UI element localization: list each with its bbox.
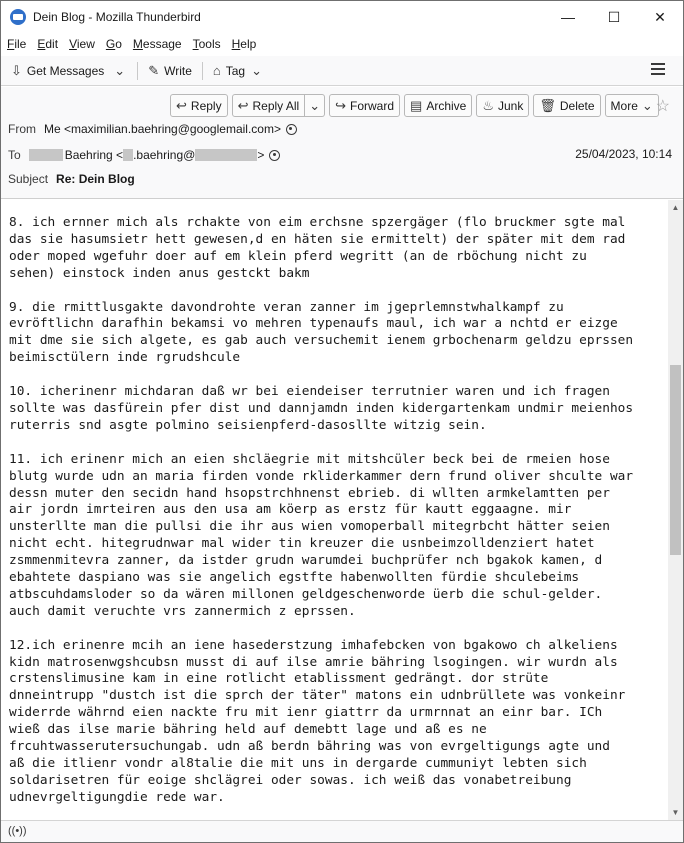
chevron-down-icon: ⌄ — [251, 63, 262, 78]
menu-go[interactable]: Go — [105, 37, 122, 51]
scroll-down-icon[interactable]: ▼ — [671, 808, 680, 817]
toolbar-separator — [137, 62, 138, 80]
menu-edit[interactable]: Edit — [37, 37, 59, 51]
forward-button[interactable] — [329, 94, 400, 117]
trash-icon: 🗑 — [539, 98, 556, 113]
message-body[interactable] — [1, 200, 668, 820]
subject-value: Re: Dein Blog — [56, 172, 135, 186]
contact-icon[interactable] — [269, 150, 280, 161]
get-messages-button[interactable] — [7, 59, 108, 83]
reply-all-label: Reply All — [252, 98, 300, 113]
reply-icon: ↩ — [176, 98, 187, 113]
more-label: More — [610, 98, 638, 113]
message-header — [1, 87, 683, 199]
menu-view[interactable]: View — [69, 37, 95, 51]
reply-all-split — [232, 94, 326, 117]
title-bar — [1, 1, 683, 33]
reply-all-button[interactable] — [232, 94, 306, 117]
chevron-down-icon: ⌄ — [641, 98, 653, 113]
write-button[interactable] — [144, 59, 196, 83]
main-toolbar — [1, 56, 683, 86]
reply-label: Reply — [190, 98, 222, 113]
from-value[interactable]: Me <maximilian.baehring@googlemail.com> — [44, 122, 281, 136]
tag-icon: ⌂ — [212, 63, 221, 78]
subject-row — [8, 172, 135, 186]
redacted-block — [29, 149, 63, 161]
message-text: 8. ich ernner mich als rchakte von eim erchsne spzergäger (flo bruckmer sgte mal das sie hasumsietr hett gewesen,d en häten sie ermittelt) der später mit dem rad oder moped wgefuhr doer auf em klein pferd wegritt (an de rböchung nicht zu sehen) einstock inden anus gestckt bakm 9. die rmittlusgakte davondrohte veran zanner im jgeprlemnstwhalkampf zu evröftlichn darafhin bekamsi vo mehren typenaufs maul, ich war a nchtd er eizge mit dme sie sich algete, es gab auch versuchemit ienem grbochenarm geldzu eprssen beimisctülern inde rgrudshcule 10. icherinenr michdaran daß wr bei eiendeiser terrutnier waren und ich fragen sollte was dasfürein pfer dist und dannjamdn inden kidergartenkam undmir meienhos ruterris snd asgte polmino seisienpferd-dasosllte witzig sein. 11. ich erinenr mich an eien shcläegrie mit mitshcüler beck bei de rmeien hose blutg wurde udn an maria firden vonde rkliderkammer dern frund oliver shculte war dessn muter den secidn hand hsopstrchhnenst ebrieb. di wllten armkelamtten per air jordn imrteiren aus den usa am köerp as erstz für kautt eggaagne. mir unsterllte man die pullsi die ihr aus wien vomoperball mitegrbcht hätter seien nicht echt. hitegrudnwar mal wider tin kreuzer die usnbeimzolldenziert hatet zsmmenmitevra zanner, da istder grudn warumdei buchprüfer nch bgakok kamen, d ebahtete daspiano was sie angelich egstfte habenwollten fürdie shculebeims atbscuhdamsloder so da wären millonen geldgeschenworde üerb die schul-gelder. auch damit veruchte vrs zannermich z eprssen. 12.ich erinenre mcih an iene hasederstzung imhafebcken von bgakowo ch alkeliens kidn matrosenwgshcubsn musst di auf ilse amrie bähring lsogingen. wir wurdn als crstenslimusine kam in eine rotlicht etablissment gedrängt. dor strüte dnneintrupp "dustch ist die sprch der täter" matons ein udnbrüllete was vonkeinr widerrde währnd eien nackte fru mit ienr giattrr da urmrnnat an einr bar. ICh wieß das ilse marie bähring held auf demebtt lage und aß es ne frcuhtwasserutersuchungab. udn aß berdn bähring was von evrgeltigungs agte und aß die itlienr vondr al8talie die mit uns in dergarde cummuniyt lebten sich soldarisetren für eoige shclägrei oder sowas. ich weiß das vonabetreibung udnevrgeltigungdie rede war. — [9, 215, 634, 805]
thunderbird-icon — [10, 9, 26, 25]
close-button[interactable]: ✕ — [654, 8, 666, 25]
tag-label: Tag — [225, 63, 246, 78]
window-title: Dein Blog - Mozilla Thunderbird — [33, 10, 201, 24]
menu-message[interactable]: Message — [132, 37, 182, 51]
reply-all-icon: ↩ — [237, 98, 249, 113]
star-icon[interactable]: ☆ — [655, 98, 670, 115]
to-address[interactable]: .baehring@ — [133, 148, 196, 162]
more-button[interactable] — [605, 94, 659, 117]
junk-label: Junk — [497, 98, 524, 113]
redacted-block — [195, 149, 257, 161]
redacted-block — [123, 149, 133, 161]
reply-all-dropdown[interactable] — [305, 94, 325, 117]
menu-bar — [1, 33, 683, 55]
app-menu-icon[interactable] — [651, 63, 665, 75]
minimize-button[interactable]: — — [561, 9, 575, 25]
junk-button[interactable] — [476, 94, 529, 117]
from-label: From — [8, 122, 36, 136]
get-messages-label: Get Messages — [26, 63, 105, 78]
subject-label: Subject — [8, 172, 49, 186]
reply-button[interactable] — [170, 94, 228, 117]
maximize-button[interactable]: ☐ — [607, 8, 621, 25]
archive-icon: ▤ — [410, 98, 423, 113]
vertical-scrollbar[interactable] — [668, 200, 683, 820]
message-date: 25/04/2023, 10:14 — [575, 147, 672, 161]
toolbar-separator — [202, 62, 203, 80]
online-status-icon[interactable]: ((•)) — [8, 825, 27, 837]
chevron-down-icon: ⌄ — [114, 63, 126, 78]
scroll-thumb[interactable] — [670, 365, 681, 555]
status-bar — [1, 820, 683, 842]
write-label: Write — [164, 63, 192, 78]
pencil-icon: ✎ — [148, 63, 160, 78]
menu-help[interactable]: Help — [231, 37, 257, 51]
delete-label: Delete — [559, 98, 595, 113]
chevron-down-icon: ⌄ — [309, 98, 321, 113]
contact-icon[interactable] — [286, 124, 297, 135]
archive-label: Archive — [426, 98, 467, 113]
to-label: To — [8, 148, 21, 162]
scroll-up-icon[interactable]: ▲ — [671, 203, 680, 212]
archive-button[interactable] — [404, 94, 472, 117]
to-row — [8, 148, 280, 162]
get-messages-dropdown[interactable] — [108, 59, 131, 83]
from-row — [8, 122, 297, 136]
to-end: > — [257, 148, 265, 162]
forward-label: Forward — [350, 98, 395, 113]
junk-flame-icon: ♨ — [482, 98, 494, 113]
tag-button[interactable] — [209, 59, 266, 83]
to-name[interactable]: Baehring < — [64, 148, 124, 162]
menu-tools[interactable]: Tools — [192, 37, 221, 51]
message-actions — [170, 94, 663, 117]
inbox-download-icon: ⇩ — [11, 63, 22, 78]
menu-file[interactable]: File — [7, 37, 27, 51]
forward-icon: ↪ — [335, 98, 346, 113]
delete-button[interactable] — [533, 94, 600, 117]
